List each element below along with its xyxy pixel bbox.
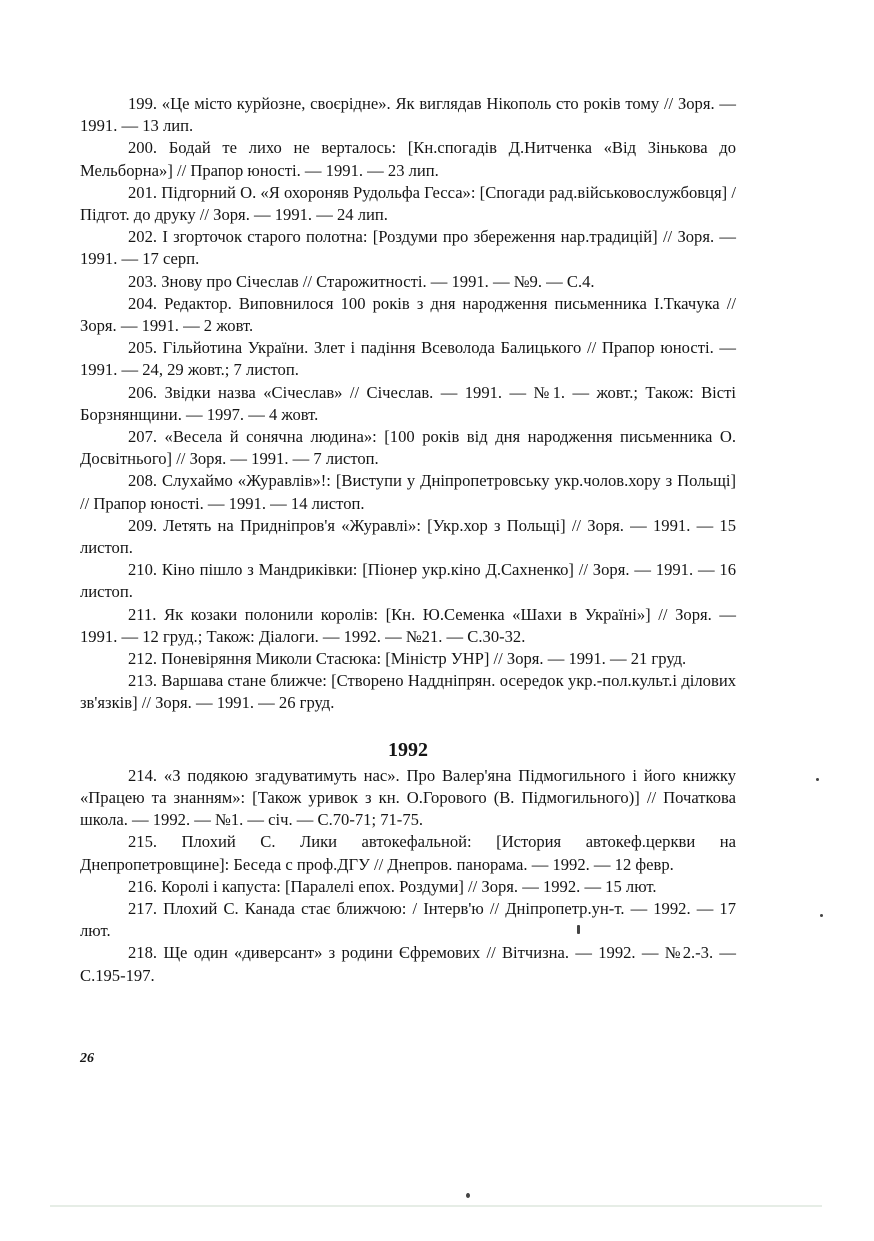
bibliography-entry: 201. Підгорний О. «Я охороняв Рудольфа Гесса»: [Спогади рад.військовослужбовця] / Підгот. до друку // Зоря. — 1991. — 24 лип. — [80, 182, 736, 225]
bibliography-entry: 213. Варшава стане ближче: [Створено Наддніпрян. осередок укр.-пол.культ.і ділових зв'язків] // Зоря. — 1991. — 26 груд. — [80, 671, 736, 713]
bibliography-entry: 216. Королі і капуста: [Паралелі епох. Роздуми] // Зоря. — 1992. — 15 лют. — [128, 876, 657, 896]
bibliography-entry: 207. «Весела й сонячна людина»: [100 років від дня народження письменника О. Досвітнього] // Зоря. — 1991. — 7 листоп. — [80, 427, 736, 469]
page-edge-line — [50, 1205, 822, 1207]
bibliography-entry: 209. Летять на Придніпров'я «Журавлі»: [Укр.хор з Польщі] // Зоря. — 1991. — 15 листоп. — [80, 515, 736, 558]
bibliography-entry: 202. І згорточок старого полотна: [Роздуми про збереження нар.традицій] // Зоря. — 1991. — 17 серп. — [80, 227, 736, 269]
bibliography-entry: 206. Звідки назва «Січеслав» // Січеслав. — 1991. — №1. — жовт.; Також: Вісті Борзнянщини. — 1997. — 4 жовт. — [80, 382, 736, 424]
bibliography-entry: 203. Знову про Січеслав // Старожитності. — 1991. — №9. — С.4. — [128, 271, 595, 291]
bibliography-entry: 210. Кіно пішло з Мандриківки: [Піонер укр.кіно Д.Сахненко] // Зоря. — 1991. — 16 листоп. — [80, 560, 736, 602]
scan-speck — [816, 778, 819, 781]
bibliography-entry: 218. Ще один «диверсант» з родини Єфремових // Вітчизна. — 1992. — №2.-3. — С.195-197. — [80, 943, 736, 985]
bibliography-entry: 215. Плохий С. Лики автокефальной: [История автокеф.церкви на Днепропетровщине]: Беседа с проф.ДГУ // Днепров. панорама. — 1992. — 12 февр. — [80, 832, 736, 874]
bibliography-entry: 208. Слухаймо «Журавлів»!: [Виступи у Дніпропетровську укр.чолов.хору з Польщі] // Прапор юності. — 1991. — 14 листоп. — [80, 471, 736, 513]
page-number: 26 — [80, 1051, 94, 1066]
entries-1991-list — [80, 93, 736, 715]
bibliography-entry: 212. Поневіряння Миколи Стасюка: [Міністр УНР] // Зоря. — 1991. — 21 груд. — [128, 649, 687, 669]
bibliography-entry: 214. «З подякою згадуватимуть нас». Про Валер'яна Підмогильного і його книжку «Працею та знанням»: [Також уривок з кн. О.Горового (В. Підмогильного)] // Початкова школа. — 1992. — №1. — січ. — С.70-71; 71-75. — [80, 765, 736, 830]
scan-speck — [820, 914, 823, 917]
entries-1992-list — [80, 765, 736, 987]
bibliography-entry: 205. Гільйотина України. Злет і падіння Всеволода Балицького // Прапор юності. — 1991. — 24, 29 жовт.; 7 листоп. — [80, 338, 736, 380]
bibliography-entry: 211. Як козаки полонили королів: [Кн. Ю.Семенка «Шахи в Україні»] // Зоря. — 1991. — 12 груд.; Також: Діалоги. — 1992. — №21. — С.30-32. — [80, 604, 736, 646]
bibliography-entry: 199. «Це місто курйозне, своєрідне». Як виглядав Нікополь сто років тому // Зоря. — 1991. — 13 лип. — [80, 94, 736, 136]
bibliography-entry: 200. Бодай те лихо не верталось: [Кн.спогадів Д.Нитченка «Від Зінькова до Мельборна»] // Прапор юності. — 1991. — 23 лип. — [80, 138, 736, 180]
bibliography-entry: 204. Редактор. Виповнилося 100 років з дня народження письменника І.Ткачука // Зоря. — 1991. — 2 жовт. — [80, 293, 736, 336]
scan-speck — [466, 1193, 470, 1198]
bibliography-text — [80, 93, 736, 987]
scan-speck — [577, 925, 580, 934]
bibliography-entry: 217. Плохий С. Канада стає ближчою: / Інтерв'ю // Дніпропетр.ун-т. — 1992. — 17 лют. — [80, 898, 736, 941]
year-heading: 1992 — [388, 738, 428, 761]
